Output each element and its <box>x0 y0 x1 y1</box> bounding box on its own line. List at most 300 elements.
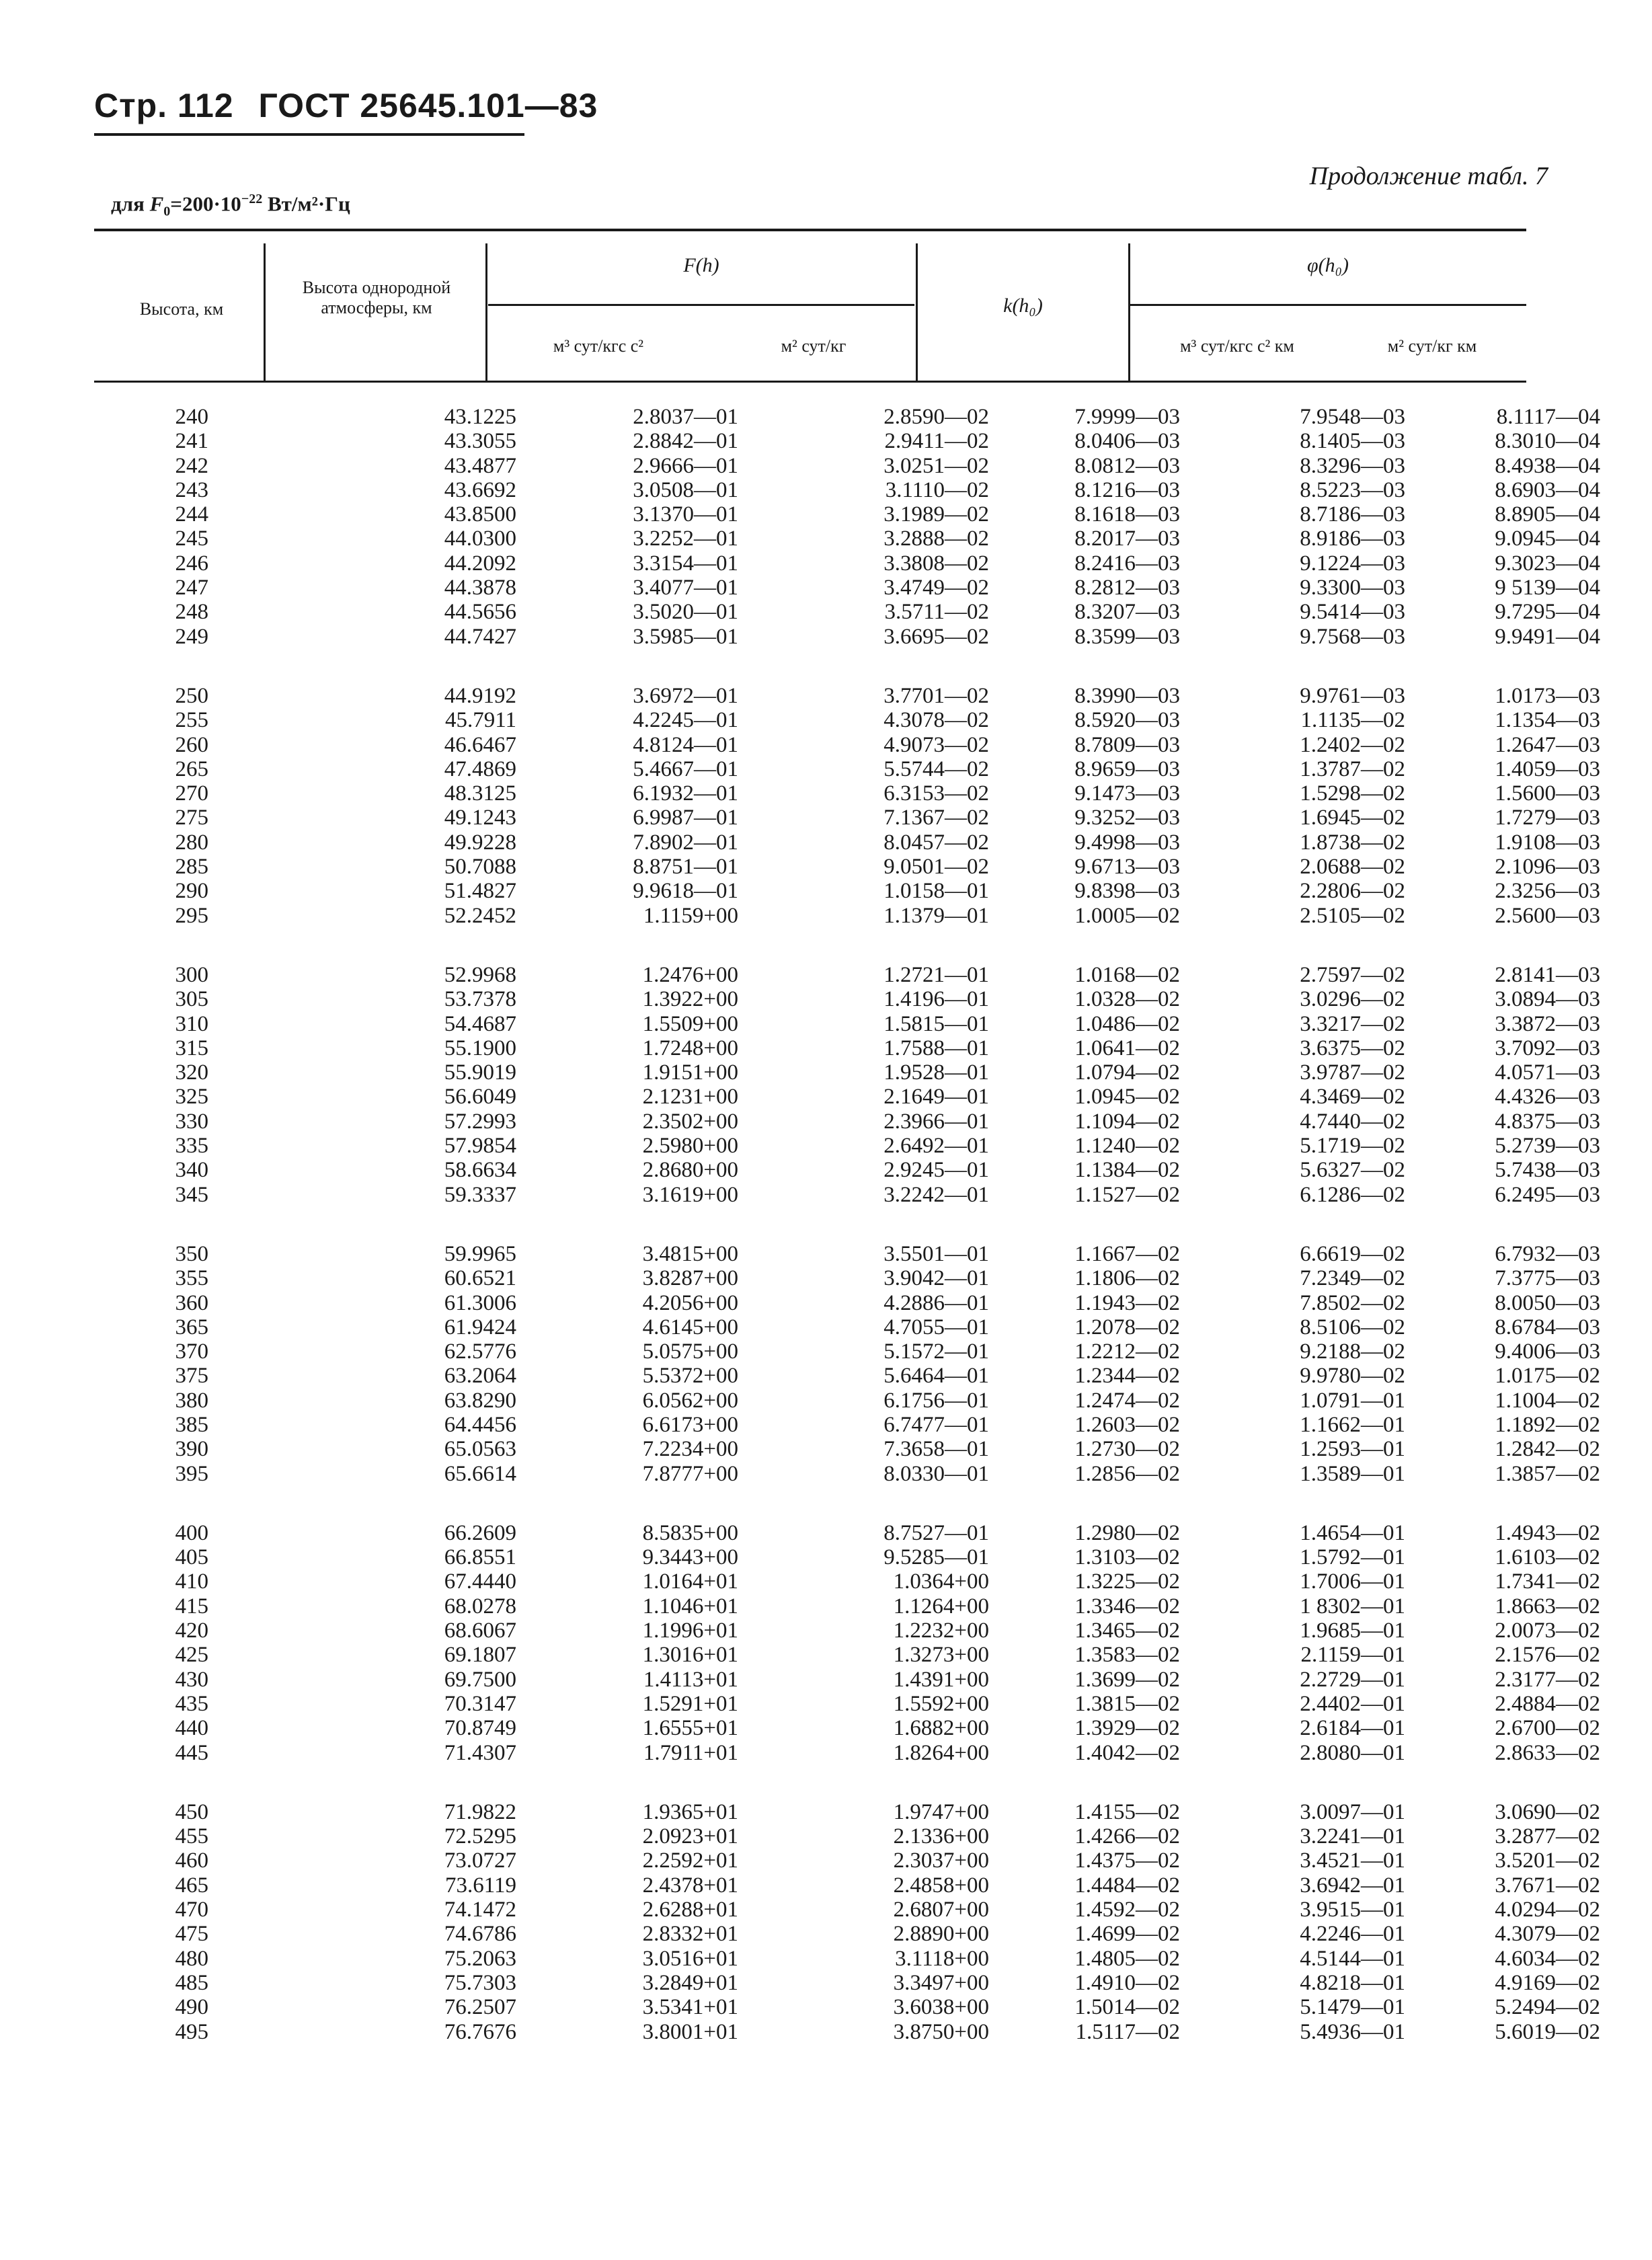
cell-F-m2: 1.1264+00 <box>893 1594 989 1619</box>
cell-k: 1.3929—02 <box>1074 1716 1180 1741</box>
cell-k: 1.4266—02 <box>1074 1824 1180 1849</box>
cell-k: 9.4998—03 <box>1074 830 1180 855</box>
cell-homog-height: 71.9822 <box>444 1799 516 1824</box>
cell-k: 1.4910—02 <box>1074 1970 1180 1995</box>
table-row <box>94 1266 1600 1291</box>
table-row <box>94 732 1600 757</box>
cell-phi-m2: 4.6034—02 <box>1495 1946 1600 1971</box>
cell-k: 8.5920—03 <box>1074 708 1180 733</box>
cell-homog-height: 58.6634 <box>444 1158 516 1183</box>
cell-k: 9.8398—03 <box>1074 879 1180 904</box>
cell-homog-height: 67.4440 <box>444 1569 516 1594</box>
table-row <box>94 1898 1600 1922</box>
cell-homog-height: 65.0563 <box>444 1437 516 1462</box>
cell-k: 1.4042—02 <box>1074 1740 1180 1765</box>
cell-phi-m3: 4.8218—01 <box>1300 1970 1405 1995</box>
cell-k: 8.7809—03 <box>1074 732 1180 757</box>
cell-phi-m2: 3.0690—02 <box>1495 1799 1600 1824</box>
cell-homog-height: 51.4827 <box>444 879 516 904</box>
table-row <box>94 708 1600 733</box>
cell-homog-height: 46.6467 <box>444 732 516 757</box>
cell-homog-height: 75.7303 <box>444 1970 516 1995</box>
cell-height: 248 <box>175 600 208 625</box>
cell-k: 1.4375—02 <box>1074 1848 1180 1873</box>
cell-F-m3: 7.2234+00 <box>642 1437 738 1462</box>
cell-homog-height: 57.2993 <box>444 1109 516 1134</box>
cell-phi-m2: 1.2842—02 <box>1495 1437 1600 1462</box>
row-group <box>94 1241 1600 1486</box>
cell-phi-m3: 1.0791—01 <box>1300 1388 1405 1413</box>
cell-phi-m2: 2.3177—02 <box>1495 1667 1600 1692</box>
cell-k: 1.1667—02 <box>1074 1241 1180 1266</box>
cell-homog-height: 43.3055 <box>444 429 516 454</box>
cell-height: 244 <box>175 502 208 527</box>
cell-homog-height: 44.7427 <box>444 624 516 649</box>
cell-height: 405 <box>175 1545 208 1570</box>
cell-k: 1.2078—02 <box>1074 1315 1180 1339</box>
cell-F-m3: 3.0516+01 <box>642 1946 738 1971</box>
table-row <box>94 1388 1600 1413</box>
cell-height: 465 <box>175 1873 208 1898</box>
cell-F-m3: 1.6555+01 <box>642 1716 738 1741</box>
cell-phi-m2: 1.0173—03 <box>1495 683 1600 708</box>
cell-F-m3: 1.9151+00 <box>642 1060 738 1085</box>
cell-phi-m3: 8.9186—03 <box>1300 527 1405 551</box>
cell-homog-height: 54.4687 <box>444 1011 516 1036</box>
cell-F-m2: 3.6695—02 <box>883 624 989 649</box>
cell-height: 300 <box>175 962 208 987</box>
cell-homog-height: 44.5656 <box>444 600 516 625</box>
cell-phi-m2: 9.7295—04 <box>1495 600 1600 625</box>
cell-F-m3: 1.1046+01 <box>642 1594 738 1619</box>
cell-homog-height: 66.8551 <box>444 1545 516 1570</box>
cell-phi-m3: 1.7006—01 <box>1300 1569 1405 1594</box>
cell-F-m2: 3.3808—02 <box>883 551 989 576</box>
cell-height: 345 <box>175 1182 208 1207</box>
cell-F-m2: 1.4196—01 <box>883 987 989 1012</box>
cell-k: 1.0794—02 <box>1074 1060 1180 1085</box>
table-row <box>94 855 1600 880</box>
cell-phi-m2: 9.4006—03 <box>1495 1339 1600 1364</box>
cell-height: 260 <box>175 732 208 757</box>
cell-phi-m2: 4.0294—02 <box>1495 1898 1600 1922</box>
cell-phi-m2: 2.5600—03 <box>1495 903 1600 928</box>
cell-phi-m3: 8.7186—03 <box>1300 502 1405 527</box>
page-number: Стр. 112 <box>94 87 234 124</box>
cell-phi-m3: 9.3300—03 <box>1300 576 1405 600</box>
cell-F-m3: 3.1370—01 <box>633 502 738 527</box>
cell-k: 1.2980—02 <box>1074 1520 1180 1545</box>
table-row <box>94 1799 1600 1824</box>
table-condition <box>111 192 350 220</box>
cell-k: 1.2856—02 <box>1074 1461 1180 1486</box>
cell-F-m3: 8.8751—01 <box>633 855 738 880</box>
header-k: k(h₀) <box>1003 295 1043 317</box>
table-row <box>94 1364 1600 1389</box>
cell-k: 1.2344—02 <box>1074 1364 1180 1389</box>
table-row <box>94 781 1600 806</box>
cell-height: 285 <box>175 855 208 880</box>
cell-F-m3: 5.4667—01 <box>633 756 738 781</box>
cell-F-m3: 2.4378+01 <box>642 1873 738 1898</box>
cell-phi-m3: 1.3787—02 <box>1300 756 1405 781</box>
cell-homog-height: 70.3147 <box>444 1691 516 1716</box>
cell-homog-height: 70.8749 <box>444 1716 516 1741</box>
cell-height: 470 <box>175 1898 208 1922</box>
cell-height: 240 <box>175 405 208 429</box>
cell-F-m2: 2.3037+00 <box>893 1848 989 1873</box>
cell-homog-height: 45.7911 <box>444 708 516 733</box>
cell-F-m3: 1.0164+01 <box>642 1569 738 1594</box>
cell-k: 8.1618—03 <box>1074 502 1180 527</box>
cell-k: 8.3599—03 <box>1074 624 1180 649</box>
cell-phi-m3: 6.6619—02 <box>1300 1241 1405 1266</box>
table-row <box>94 1437 1600 1462</box>
condition-subscript: 0 <box>163 204 171 219</box>
cell-homog-height: 43.1225 <box>444 405 516 429</box>
cell-phi-m3: 9.9761—03 <box>1300 683 1405 708</box>
cell-F-m2: 1.5815—01 <box>883 1011 989 1036</box>
cell-height: 380 <box>175 1388 208 1413</box>
cell-phi-m3: 4.2246—01 <box>1300 1922 1405 1947</box>
cell-k: 1.4484—02 <box>1074 1873 1180 1898</box>
condition-exponent: −22 <box>241 192 263 206</box>
table-row <box>94 551 1600 576</box>
cell-phi-m2: 1.6103—02 <box>1495 1545 1600 1570</box>
cell-phi-m3: 3.2241—01 <box>1300 1824 1405 1849</box>
cell-homog-height: 44.0300 <box>444 527 516 551</box>
cell-phi-m3: 3.0097—01 <box>1300 1799 1405 1824</box>
cell-homog-height: 50.7088 <box>444 855 516 880</box>
cell-phi-m2: 5.2494—02 <box>1495 1995 1600 2020</box>
cell-homog-height: 62.5776 <box>444 1339 516 1364</box>
cell-k: 1.2603—02 <box>1074 1412 1180 1437</box>
cell-homog-height: 61.3006 <box>444 1290 516 1315</box>
cell-height: 385 <box>175 1412 208 1437</box>
header-F-unit-2: м² сут/кг <box>781 336 847 356</box>
cell-homog-height: 63.8290 <box>444 1388 516 1413</box>
cell-F-m3: 7.8777+00 <box>642 1461 738 1486</box>
cell-F-m3: 2.9666—01 <box>633 453 738 478</box>
cell-homog-height: 59.3337 <box>444 1182 516 1207</box>
cell-phi-m3: 2.0688—02 <box>1300 855 1405 880</box>
cell-height: 425 <box>175 1643 208 1668</box>
cell-height: 270 <box>175 781 208 806</box>
cell-F-m3: 1.3922+00 <box>642 987 738 1012</box>
cell-phi-m2: 1.7341—02 <box>1495 1569 1600 1594</box>
cell-F-m2: 5.6464—01 <box>883 1364 989 1389</box>
cell-homog-height: 72.5295 <box>444 1824 516 1849</box>
F-subheader-rule <box>488 304 914 306</box>
condition-unit: Вт/м²·Гц <box>267 192 350 216</box>
cell-F-m3: 8.5835+00 <box>642 1520 738 1545</box>
table-row <box>94 1946 1600 1971</box>
cell-F-m2: 1.1379—01 <box>883 903 989 928</box>
cell-F-m2: 4.7055—01 <box>883 1315 989 1339</box>
cell-homog-height: 69.7500 <box>444 1667 516 1692</box>
cell-homog-height: 49.9228 <box>444 830 516 855</box>
table-row <box>94 830 1600 855</box>
cell-height: 495 <box>175 2019 208 2044</box>
cell-height: 485 <box>175 1970 208 1995</box>
table-row <box>94 1339 1600 1364</box>
cell-phi-m3: 6.1286—02 <box>1300 1182 1405 1207</box>
cell-phi-m3: 8.1405—03 <box>1300 429 1405 454</box>
table-row <box>94 1085 1600 1109</box>
cell-F-m3: 3.2849+01 <box>642 1970 738 1995</box>
cell-phi-m3: 2.5105—02 <box>1300 903 1405 928</box>
cell-k: 1.3815—02 <box>1074 1691 1180 1716</box>
cell-homog-height: 44.3878 <box>444 576 516 600</box>
cell-F-m3: 6.6173+00 <box>642 1412 738 1437</box>
standard-code: ГОСТ 25645.101—83 <box>258 87 598 124</box>
cell-height: 315 <box>175 1036 208 1060</box>
table-row <box>94 1134 1600 1159</box>
cell-k: 1.3346—02 <box>1074 1594 1180 1619</box>
cell-F-m2: 1.4391+00 <box>893 1667 989 1692</box>
cell-F-m2: 3.1110—02 <box>885 477 989 502</box>
table-row <box>94 1995 1600 2020</box>
cell-height: 275 <box>175 806 208 830</box>
table-continuation-label: Продолжение табл. 7 <box>1309 162 1548 190</box>
cell-height: 365 <box>175 1315 208 1339</box>
cell-k: 1.1240—02 <box>1074 1134 1180 1159</box>
cell-F-m2: 4.2886—01 <box>883 1290 989 1315</box>
cell-height: 460 <box>175 1848 208 1873</box>
cell-homog-height: 52.2452 <box>444 903 516 928</box>
row-group <box>94 405 1600 649</box>
cell-F-m2: 1.8264+00 <box>893 1740 989 1765</box>
cell-F-m3: 3.6972—01 <box>633 683 738 708</box>
cell-F-m3: 2.0923+01 <box>642 1824 738 1849</box>
table-body <box>94 405 1600 2079</box>
cell-F-m2: 1.7588—01 <box>883 1036 989 1060</box>
cell-homog-height: 63.2064 <box>444 1364 516 1389</box>
cell-F-m3: 4.2245—01 <box>633 708 738 733</box>
cell-homog-height: 43.6692 <box>444 477 516 502</box>
cell-phi-m2: 1.1354—03 <box>1495 708 1600 733</box>
cell-F-m2: 2.6492—01 <box>883 1134 989 1159</box>
cell-F-m2: 6.3153—02 <box>883 781 989 806</box>
cell-phi-m3: 5.6327—02 <box>1300 1158 1405 1183</box>
header-underline <box>94 133 524 136</box>
condition-prefix: для <box>111 192 145 216</box>
cell-F-m3: 4.6145+00 <box>642 1315 738 1339</box>
cell-k: 8.9659—03 <box>1074 756 1180 781</box>
cell-F-m2: 1.3273+00 <box>893 1643 989 1668</box>
cell-phi-m2: 4.9169—02 <box>1495 1970 1600 1995</box>
cell-phi-m3: 8.3296—03 <box>1300 453 1405 478</box>
cell-height: 440 <box>175 1716 208 1741</box>
cell-F-m2: 7.3658—01 <box>883 1437 989 1462</box>
cell-phi-m3: 1 8302—01 <box>1300 1594 1405 1619</box>
table-row <box>94 600 1600 625</box>
cell-homog-height: 61.9424 <box>444 1315 516 1339</box>
cell-height: 340 <box>175 1158 208 1183</box>
cell-height: 242 <box>175 453 208 478</box>
table-row <box>94 1241 1600 1266</box>
table-row <box>94 1182 1600 1207</box>
table-row <box>94 1873 1600 1898</box>
cell-phi-m3: 2.6184—01 <box>1300 1716 1405 1741</box>
cell-homog-height: 55.9019 <box>444 1060 516 1085</box>
cell-F-m2: 3.1118+00 <box>895 1946 989 1971</box>
cell-F-m2: 2.1649—01 <box>883 1085 989 1109</box>
row-group <box>94 1799 1600 2044</box>
cell-k: 1.5014—02 <box>1074 1995 1180 2020</box>
table-row <box>94 429 1600 454</box>
cell-phi-m2: 3.7671—02 <box>1495 1873 1600 1898</box>
cell-F-m3: 2.8037—01 <box>633 405 738 429</box>
cell-F-m3: 4.2056+00 <box>642 1290 738 1315</box>
cell-k: 1.1943—02 <box>1074 1290 1180 1315</box>
cell-homog-height: 53.7378 <box>444 987 516 1012</box>
cell-phi-m3: 3.6375—02 <box>1300 1036 1405 1060</box>
cell-F-m3: 9.9618—01 <box>633 879 738 904</box>
cell-height: 265 <box>175 756 208 781</box>
cell-k: 1.4155—02 <box>1074 1799 1180 1824</box>
cell-height: 330 <box>175 1109 208 1134</box>
cell-phi-m3: 3.9787—02 <box>1300 1060 1405 1085</box>
table-row <box>94 502 1600 527</box>
table-row <box>94 1520 1600 1545</box>
cell-phi-m2: 3.5201—02 <box>1495 1848 1600 1873</box>
table-row <box>94 1315 1600 1339</box>
cell-homog-height: 49.1243 <box>444 806 516 830</box>
table-row <box>94 1667 1600 1692</box>
cell-phi-m2: 5.2739—03 <box>1495 1134 1600 1159</box>
cell-k: 1.0486—02 <box>1074 1011 1180 1036</box>
cell-F-m2: 1.2232+00 <box>893 1619 989 1643</box>
cell-F-m2: 9.5285—01 <box>883 1545 989 1570</box>
cell-F-m2: 2.4858+00 <box>893 1873 989 1898</box>
cell-homog-height: 44.9192 <box>444 683 516 708</box>
cell-F-m2: 6.1756—01 <box>883 1388 989 1413</box>
table-row <box>94 1691 1600 1716</box>
cell-homog-height: 71.4307 <box>444 1740 516 1765</box>
cell-F-m3: 1.7248+00 <box>642 1036 738 1060</box>
cell-phi-m3: 1.5792—01 <box>1300 1545 1405 1570</box>
cell-F-m2: 3.6038+00 <box>893 1995 989 2020</box>
cell-height: 245 <box>175 527 208 551</box>
cell-height: 280 <box>175 830 208 855</box>
cell-k: 1.2730—02 <box>1074 1437 1180 1462</box>
cell-phi-m2: 6.7932—03 <box>1495 1241 1600 1266</box>
cell-phi-m2: 1.1892—02 <box>1495 1412 1600 1437</box>
cell-height: 295 <box>175 903 208 928</box>
table-row <box>94 2019 1600 2044</box>
cell-F-m2: 5.1572—01 <box>883 1339 989 1364</box>
cell-k: 1.1094—02 <box>1074 1109 1180 1134</box>
cell-F-m2: 3.5501—01 <box>883 1241 989 1266</box>
condition-equation: =200·10 <box>170 192 241 216</box>
cell-homog-height: 74.1472 <box>444 1898 516 1922</box>
cell-phi-m3: 2.8080—01 <box>1300 1740 1405 1765</box>
cell-F-m2: 1.6882+00 <box>893 1716 989 1741</box>
cell-phi-m2: 2.0073—02 <box>1495 1619 1600 1643</box>
cell-F-m2: 6.7477—01 <box>883 1412 989 1437</box>
cell-height: 247 <box>175 576 208 600</box>
cell-phi-m3: 1.1662—01 <box>1300 1412 1405 1437</box>
cell-height: 420 <box>175 1619 208 1643</box>
cell-phi-m2: 2.1096—03 <box>1495 855 1600 880</box>
cell-phi-m2: 6.2495—03 <box>1495 1182 1600 1207</box>
table-row <box>94 1158 1600 1183</box>
cell-F-m2: 3.1989—02 <box>883 502 989 527</box>
cell-phi-m3: 8.5106—02 <box>1300 1315 1405 1339</box>
cell-height: 335 <box>175 1134 208 1159</box>
table-row <box>94 477 1600 502</box>
cell-F-m3: 2.2592+01 <box>642 1848 738 1873</box>
cell-k: 1.3225—02 <box>1074 1569 1180 1594</box>
cell-F-m3: 1.1996+01 <box>642 1619 738 1643</box>
cell-phi-m2: 4.8375—03 <box>1495 1109 1600 1134</box>
cell-height: 480 <box>175 1946 208 1971</box>
cell-k: 1.0945—02 <box>1074 1085 1180 1109</box>
cell-F-m2: 3.8750+00 <box>893 2019 989 2044</box>
cell-homog-height: 52.9968 <box>444 962 516 987</box>
cell-phi-m3: 1.3589—01 <box>1300 1461 1405 1486</box>
cell-height: 490 <box>175 1995 208 2020</box>
cell-k: 9.6713—03 <box>1074 855 1180 880</box>
cell-F-m3: 9.3443+00 <box>642 1545 738 1570</box>
cell-F-m2: 9.0501—02 <box>883 855 989 880</box>
cell-phi-m2: 5.7438—03 <box>1495 1158 1600 1183</box>
cell-height: 435 <box>175 1691 208 1716</box>
cell-F-m2: 2.8890+00 <box>893 1922 989 1947</box>
cell-phi-m3: 2.2729—01 <box>1300 1667 1405 1692</box>
cell-F-m2: 3.0251—02 <box>883 453 989 478</box>
cell-F-m3: 1.5509+00 <box>642 1011 738 1036</box>
table-row <box>94 987 1600 1012</box>
cell-phi-m2: 1.5600—03 <box>1495 781 1600 806</box>
cell-F-m3: 2.3502+00 <box>642 1109 738 1134</box>
cell-k: 8.0812—03 <box>1074 453 1180 478</box>
cell-phi-m3: 1.1135—02 <box>1300 708 1405 733</box>
cell-phi-m2: 9.3023—04 <box>1495 551 1600 576</box>
cell-k: 1.4699—02 <box>1074 1922 1180 1947</box>
cell-F-m3: 2.5980+00 <box>642 1134 738 1159</box>
cell-k: 1.3583—02 <box>1074 1643 1180 1668</box>
cell-height: 400 <box>175 1520 208 1545</box>
table-row <box>94 683 1600 708</box>
cell-k: 1.5117—02 <box>1075 2019 1180 2044</box>
cell-height: 320 <box>175 1060 208 1085</box>
cell-F-m2: 1.5592+00 <box>893 1691 989 1716</box>
page-header <box>94 86 613 125</box>
cell-phi-m2: 5.6019—02 <box>1495 2019 1600 2044</box>
cell-phi-m2: 3.2877—02 <box>1495 1824 1600 1849</box>
table-row <box>94 576 1600 600</box>
cell-F-m2: 2.6807+00 <box>893 1898 989 1922</box>
header-phi: φ(h₀) <box>1306 254 1349 276</box>
cell-phi-m2: 8.4938—04 <box>1495 453 1600 478</box>
table-row <box>94 1824 1600 1849</box>
table-head-bottom-rule <box>94 381 1526 383</box>
col-divider-1 <box>264 243 266 381</box>
cell-F-m3: 2.1231+00 <box>642 1085 738 1109</box>
cell-F-m3: 3.4815+00 <box>642 1241 738 1266</box>
cell-homog-height: 48.3125 <box>444 781 516 806</box>
cell-height: 305 <box>175 987 208 1012</box>
cell-homog-height: 56.6049 <box>444 1085 516 1109</box>
cell-phi-m3: 4.7440—02 <box>1300 1109 1405 1134</box>
cell-k: 1.0168—02 <box>1074 962 1180 987</box>
cell-F-m3: 4.8124—01 <box>633 732 738 757</box>
cell-F-m3: 6.1932—01 <box>633 781 738 806</box>
cell-F-m3: 2.8842—01 <box>633 429 738 454</box>
table-row <box>94 1643 1600 1668</box>
